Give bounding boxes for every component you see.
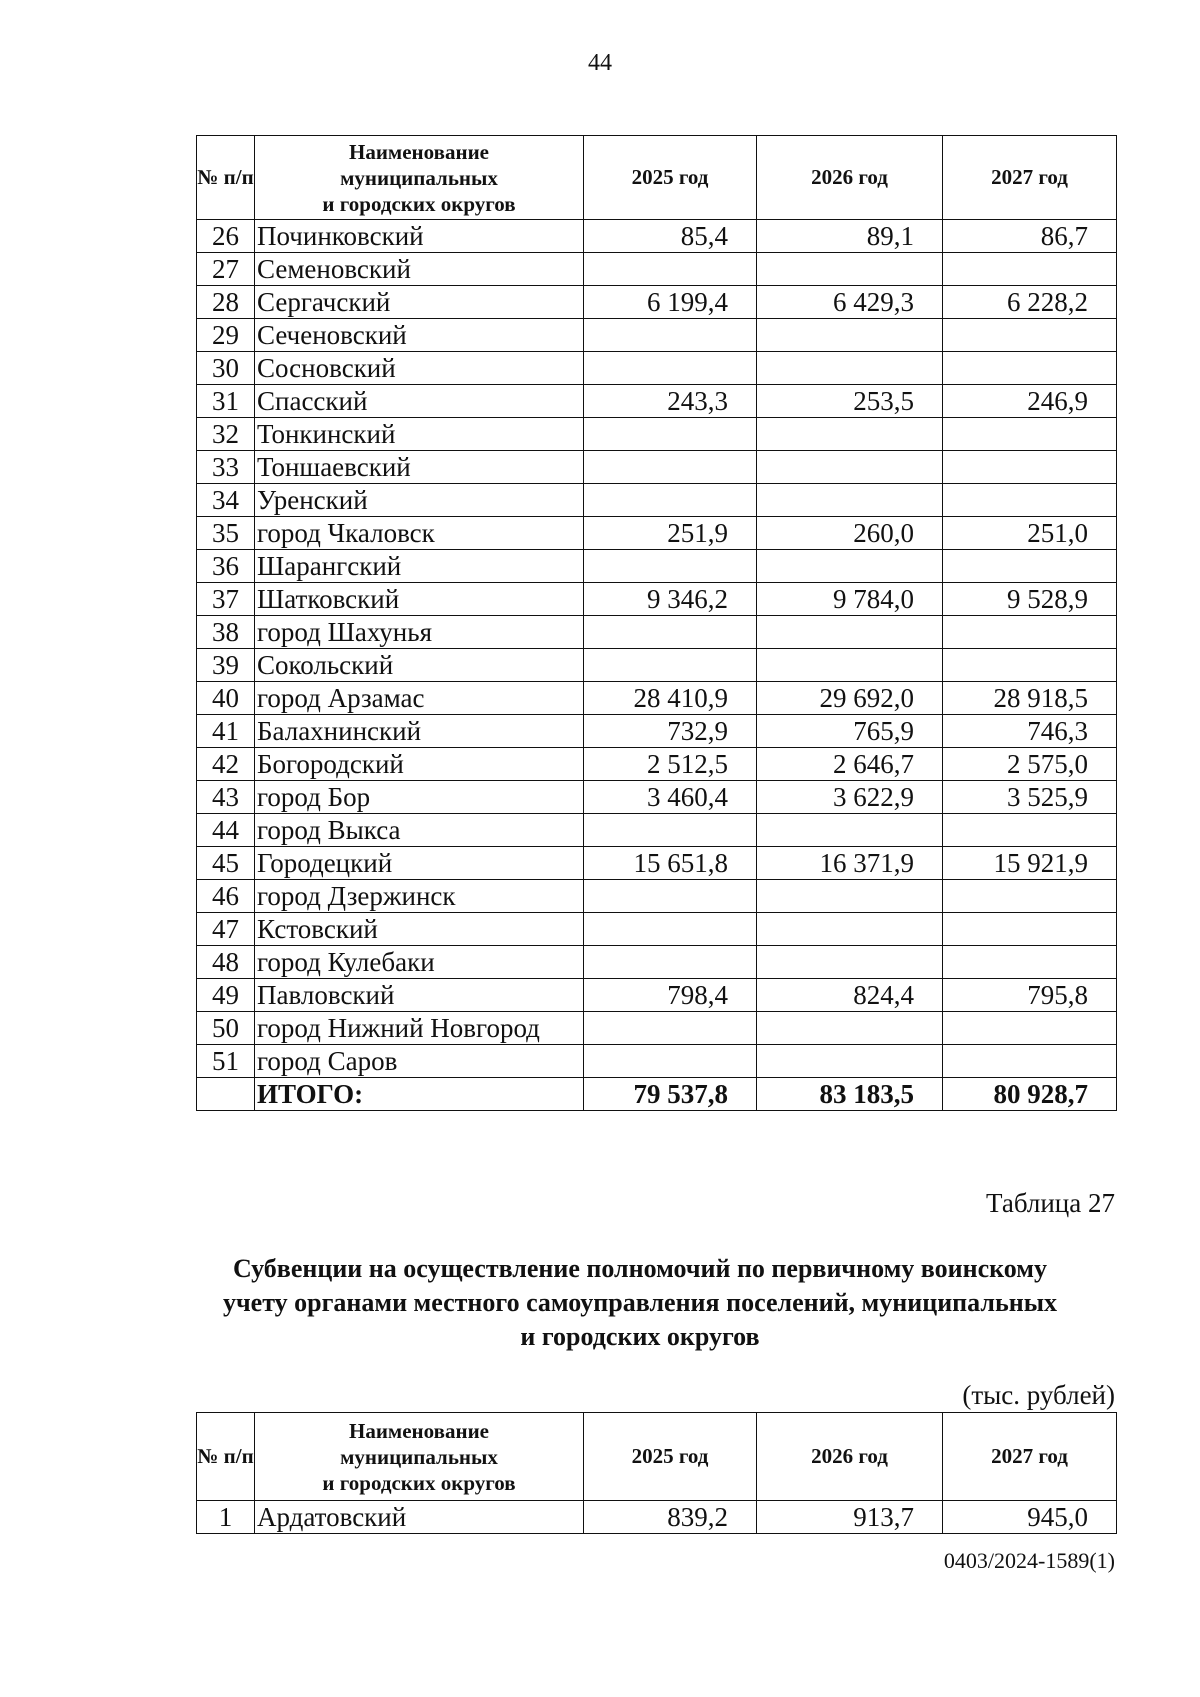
value-2026: [757, 352, 943, 385]
value-2026: 89,1: [757, 220, 943, 253]
value-2026: 9 784,0: [757, 583, 943, 616]
value-2025: 85,4: [584, 220, 757, 253]
district-name: Сокольский: [255, 649, 584, 682]
district-name: город Саров: [255, 1045, 584, 1078]
value-2027: [943, 649, 1117, 682]
table-row: [197, 550, 1117, 583]
header-2026: 2026 год: [757, 136, 943, 220]
header-2027: 2027 год: [943, 136, 1117, 220]
district-name: Балахнинский: [255, 715, 584, 748]
row-number: 34: [197, 484, 255, 517]
district-name: город Нижний Новгород: [255, 1012, 584, 1045]
value-2026: 2 646,7: [757, 748, 943, 781]
units-label: (тыс. рублей): [962, 1380, 1115, 1410]
value-2026: [757, 1045, 943, 1078]
header-2025: 2025 год: [584, 136, 757, 220]
value-2025: [584, 649, 757, 682]
value-2026: 765,9: [757, 715, 943, 748]
section-title: [150, 1252, 1130, 1354]
value-2027: 9 528,9: [943, 583, 1117, 616]
section-title-line: и городских округов: [520, 1322, 760, 1351]
row-number: 43: [197, 781, 255, 814]
value-2027: [943, 352, 1117, 385]
table-row: [197, 649, 1117, 682]
value-2026: [757, 319, 943, 352]
table-row: [197, 748, 1117, 781]
table-row: [197, 319, 1117, 352]
row-number: 29: [197, 319, 255, 352]
value-2025: [584, 880, 757, 913]
value-2026: [757, 1012, 943, 1045]
value-2025: [584, 418, 757, 451]
value-2026: 253,5: [757, 385, 943, 418]
district-name: Павловский: [255, 979, 584, 1012]
value-2025: [584, 352, 757, 385]
district-name: город Бор: [255, 781, 584, 814]
district-name: Богородский: [255, 748, 584, 781]
total-row: [197, 1078, 1117, 1111]
section-title-line: Субвенции на осуществление полномочий по первичному воинскому: [233, 1254, 1047, 1283]
header-2027: 2027 год: [943, 1413, 1117, 1501]
value-2025: 839,2: [584, 1501, 757, 1534]
value-2025: 2 512,5: [584, 748, 757, 781]
table-row: [197, 1501, 1117, 1534]
district-name: Тонкинский: [255, 418, 584, 451]
district-name: Шарангский: [255, 550, 584, 583]
value-2026: [757, 649, 943, 682]
table-row: [197, 385, 1117, 418]
district-name: Починковский: [255, 220, 584, 253]
value-2027: [943, 1012, 1117, 1045]
value-2027: 246,9: [943, 385, 1117, 418]
district-name: Сергачский: [255, 286, 584, 319]
district-name: город Выкса: [255, 814, 584, 847]
page-number: 44: [588, 50, 612, 76]
value-2025: 15 651,8: [584, 847, 757, 880]
value-2027: [943, 814, 1117, 847]
row-number: 33: [197, 451, 255, 484]
value-2025: 6 199,4: [584, 286, 757, 319]
value-2025: [584, 550, 757, 583]
value-2025: 9 346,2: [584, 583, 757, 616]
value-2025: [584, 484, 757, 517]
row-number: 36: [197, 550, 255, 583]
value-2026: 913,7: [757, 1501, 943, 1534]
value-2026: 260,0: [757, 517, 943, 550]
total-2025: 79 537,8: [584, 1078, 757, 1111]
value-2026: [757, 550, 943, 583]
value-2027: [943, 418, 1117, 451]
value-2027: [943, 319, 1117, 352]
row-number: 40: [197, 682, 255, 715]
value-2026: 824,4: [757, 979, 943, 1012]
row-number: 45: [197, 847, 255, 880]
value-2025: 251,9: [584, 517, 757, 550]
value-2026: [757, 451, 943, 484]
row-number: 41: [197, 715, 255, 748]
row-number: 39: [197, 649, 255, 682]
value-2025: [584, 319, 757, 352]
value-2026: 3 622,9: [757, 781, 943, 814]
table-row: [197, 880, 1117, 913]
district-name: Сеченовский: [255, 319, 584, 352]
district-name: Ардатовский: [255, 1501, 584, 1534]
value-2026: [757, 616, 943, 649]
row-number: 38: [197, 616, 255, 649]
row-number: 35: [197, 517, 255, 550]
district-name: Сосновский: [255, 352, 584, 385]
table-row: [197, 352, 1117, 385]
row-number: 1: [197, 1501, 255, 1534]
district-name: Городецкий: [255, 847, 584, 880]
value-2025: [584, 946, 757, 979]
total-label: ИТОГО:: [255, 1078, 584, 1111]
value-2025: 798,4: [584, 979, 757, 1012]
table-label: Таблица 27: [986, 1188, 1115, 1218]
table-row: [197, 583, 1117, 616]
header-no: № п/п: [197, 1413, 255, 1501]
value-2027: [943, 616, 1117, 649]
value-2026: [757, 253, 943, 286]
row-number: 31: [197, 385, 255, 418]
table-row: [197, 979, 1117, 1012]
header-no: № п/п: [197, 136, 255, 220]
value-2027: [943, 253, 1117, 286]
value-2025: 3 460,4: [584, 781, 757, 814]
value-2026: [757, 814, 943, 847]
header-name: Наименование муниципальных и городских округов: [255, 1413, 584, 1501]
district-name: Уренский: [255, 484, 584, 517]
row-number: 51: [197, 1045, 255, 1078]
value-2025: [584, 913, 757, 946]
row-number: 28: [197, 286, 255, 319]
row-number: 44: [197, 814, 255, 847]
value-2027: [943, 880, 1117, 913]
military-registration-subsidies-table: [196, 1412, 1117, 1534]
budget-table-continued: [196, 135, 1117, 1111]
table-row: [197, 715, 1117, 748]
table-row: [197, 682, 1117, 715]
total-2027: 80 928,7: [943, 1078, 1117, 1111]
table-header-row: [197, 1413, 1117, 1501]
header-2026: 2026 год: [757, 1413, 943, 1501]
table-row: [197, 946, 1117, 979]
district-name: город Арзамас: [255, 682, 584, 715]
table-row: [197, 616, 1117, 649]
value-2026: [757, 484, 943, 517]
document-code: 0403/2024-1589(1): [943, 1548, 1115, 1573]
district-name: город Чкаловск: [255, 517, 584, 550]
table-row: [197, 781, 1117, 814]
header-2025: 2025 год: [584, 1413, 757, 1501]
row-number: 30: [197, 352, 255, 385]
value-2027: 945,0: [943, 1501, 1117, 1534]
table-row: [197, 286, 1117, 319]
value-2026: [757, 880, 943, 913]
value-2027: 86,7: [943, 220, 1117, 253]
value-2026: 29 692,0: [757, 682, 943, 715]
table-row: [197, 220, 1117, 253]
table-header-row: [197, 136, 1117, 220]
value-2025: [584, 1012, 757, 1045]
value-2025: [584, 451, 757, 484]
table-row: [197, 418, 1117, 451]
value-2025: [584, 814, 757, 847]
value-2027: 28 918,5: [943, 682, 1117, 715]
row-number: 48: [197, 946, 255, 979]
district-name: город Дзержинск: [255, 880, 584, 913]
row-number: 49: [197, 979, 255, 1012]
value-2026: [757, 946, 943, 979]
value-2025: [584, 1045, 757, 1078]
row-number: 46: [197, 880, 255, 913]
value-2026: [757, 418, 943, 451]
value-2027: 795,8: [943, 979, 1117, 1012]
total-number-cell: [197, 1078, 255, 1111]
value-2027: [943, 451, 1117, 484]
table-row: [197, 1012, 1117, 1045]
value-2025: [584, 253, 757, 286]
table-row: [197, 451, 1117, 484]
total-2026: 83 183,5: [757, 1078, 943, 1111]
section-title-line: учету органами местного самоуправления поселений, муниципальных: [222, 1288, 1058, 1317]
row-number: 42: [197, 748, 255, 781]
value-2026: 16 371,9: [757, 847, 943, 880]
district-name: город Кулебаки: [255, 946, 584, 979]
table-row: [197, 517, 1117, 550]
value-2027: 6 228,2: [943, 286, 1117, 319]
table-row: [197, 1045, 1117, 1078]
table-row: [197, 847, 1117, 880]
district-name: Шатковский: [255, 583, 584, 616]
table-row: [197, 814, 1117, 847]
value-2025: [584, 616, 757, 649]
row-number: 37: [197, 583, 255, 616]
value-2027: [943, 913, 1117, 946]
value-2027: [943, 550, 1117, 583]
value-2027: 746,3: [943, 715, 1117, 748]
value-2025: 28 410,9: [584, 682, 757, 715]
row-number: 32: [197, 418, 255, 451]
table-row: [197, 484, 1117, 517]
value-2025: 732,9: [584, 715, 757, 748]
row-number: 50: [197, 1012, 255, 1045]
district-name: Спасский: [255, 385, 584, 418]
value-2027: [943, 1045, 1117, 1078]
district-name: Тоншаевский: [255, 451, 584, 484]
value-2026: 6 429,3: [757, 286, 943, 319]
value-2026: [757, 913, 943, 946]
row-number: 26: [197, 220, 255, 253]
row-number: 47: [197, 913, 255, 946]
value-2027: [943, 946, 1117, 979]
value-2027: 2 575,0: [943, 748, 1117, 781]
district-name: Кстовский: [255, 913, 584, 946]
table-row: [197, 913, 1117, 946]
value-2025: 243,3: [584, 385, 757, 418]
value-2027: 251,0: [943, 517, 1117, 550]
table-row: [197, 253, 1117, 286]
value-2027: 15 921,9: [943, 847, 1117, 880]
row-number: 27: [197, 253, 255, 286]
district-name: Семеновский: [255, 253, 584, 286]
district-name: город Шахунья: [255, 616, 584, 649]
value-2027: [943, 484, 1117, 517]
value-2027: 3 525,9: [943, 781, 1117, 814]
header-name: Наименование муниципальных и городских округов: [255, 136, 584, 220]
